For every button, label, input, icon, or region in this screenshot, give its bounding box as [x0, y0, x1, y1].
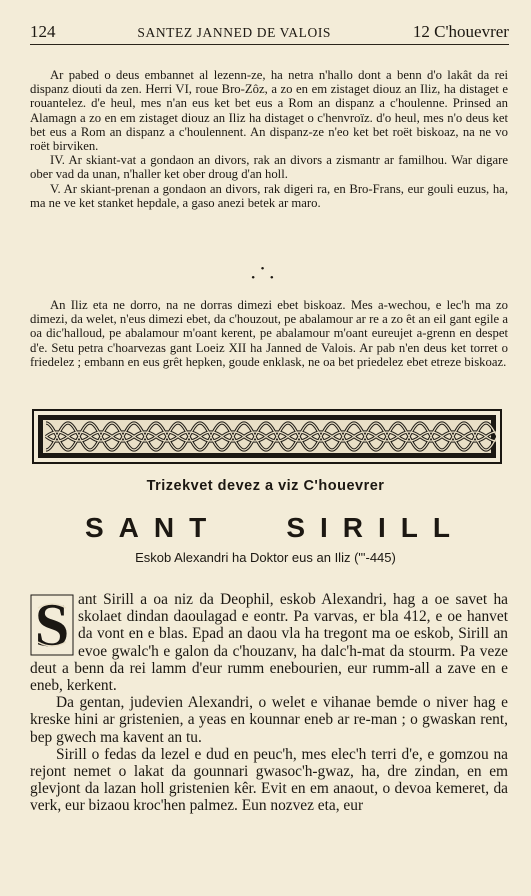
- paragraph-sirill: [30, 591, 508, 694]
- paragraph-sirill-text: ant Sirill a oa niz da Deophil, eskob Alexandri, hag a oe savet ha skolaet dindan daoulagad e eontr. Pa varvas, er bla 412, e oe hanvet da vont en e blas. Epad an daou vla ha tregont ma oe eskob, Sirill an evoe gwalc'h e galon da c'houzanv, ha dalc'h-mat da stourm. Pa veze deut a benn da rei lamm d'eur rumm enebourien, eur rumm-all a zave en e eneb, kerkent.: [30, 591, 508, 695]
- paragraph-v: V. Ar skiant-prenan a gondaon an divors, rak digeri ra, en Bro-Frans, eur gouli euzus, ha, ma ne ve ket stanket hepdale, a gaso anezi betek ar maro.: [30, 181, 508, 210]
- paragraph-dispanz: Ar pabed o deus embannet al lezenn-ze, ha netra n'hallo dont a benn d'o lakât da rei dispanz diouti da zen. Herri VI, roue Bro-Zôz, a zo en em zistaget diouz an Iliz, ha distaget e rouantelez. d'e heul, mes n'an eus ket bet eus a Rom an dispanz a c'houlenne. Prinsed an Alamagn a zo en em zistaget diouz an Iliz ha distaget o c'henvroïz. d'o heul, mes n'o deus ket bet eus a Rom an dispanz a c'houlennent. An dispanz-ze n'eo ket bet roët biskoaz, na ne vo roët birviken.: [30, 68, 508, 154]
- paragraph-judevien: Da gentan, judevien Alexandri, o welet e vihanae bemde o niver hag e kreske hini ar gristenien, a yeas en kounnar eneb ar re-man ; o gwaskan rent, bep gwech ma kavent an tu.: [30, 694, 508, 746]
- separator-top-star: •: [260, 263, 271, 275]
- second-text-block: [30, 298, 508, 369]
- saint-name-title: [85, 512, 465, 544]
- top-text-block: [30, 68, 508, 210]
- book-title: SANTEZ JANNED DE VALOIS: [137, 25, 332, 40]
- celtic-knot-ornament: [32, 409, 502, 464]
- ornate-s-icon: [30, 594, 74, 656]
- knotwork-band-icon: [38, 415, 496, 458]
- drop-cap-letter: S: [34, 594, 70, 656]
- title-word-sirill: SIRILL: [286, 512, 465, 543]
- star-separator: [0, 265, 531, 289]
- running-header: [30, 22, 509, 45]
- paragraph-iv: IV. Ar skiant-vat a gondaon an divors, rak an divors a zismantr ar familhou. War digare ober vad da unan, n'haller ket ober droug d'an holl.: [30, 153, 508, 182]
- separator-bottom-stars: • •: [251, 272, 280, 284]
- section-header: Trizekvet devez a viz C'houevrer: [146, 478, 385, 494]
- page-number: 124: [30, 22, 56, 41]
- paragraph-peuch: Sirill o fedas da lezel e dud en peuc'h, mes elec'h terri d'e, e gomzou na rejont nemet o lakat da gounnari gwasoc'h-gwaz, ha, dre zindan, en em glevjont da lazan holl gristenien kêr. Evit en em anaout, o devoa kemeret, da verk, eur bizaou kroc'hen palmez. Eun nozvez eta, eur: [30, 745, 508, 815]
- date-heading: 12 C'houevrer: [412, 22, 509, 41]
- title-word-sant: SANT: [85, 512, 222, 543]
- main-text-block: [30, 591, 508, 815]
- paragraph-iliz: An Iliz eta ne dorro, na ne dorras dimezi ebet biskoaz. Mes a-wechou, e lec'h ma zo dimezi, da welet, n'eus dimezi ebet, da c'houzout, pe abalamour ar re a zo êt an eil gant egile a oa dic'halloud, pe abalamour m'oant kerent, pe abalamour m'oant eureujet a-grenn en despet d'e. Setu petra c'hoarvezas gant Loeiz XII ha Janned de Valois. Ar pab n'en deus ket torret o friedelez ; embann en eus grêt hepken, goude enklask, ne oa bet priedelez ebet etreze biskoaz.: [30, 298, 508, 369]
- saint-subtitle: Eskob Alexandri ha Doktor eus an Iliz ("'-445): [135, 550, 396, 565]
- drop-cap: [30, 591, 74, 655]
